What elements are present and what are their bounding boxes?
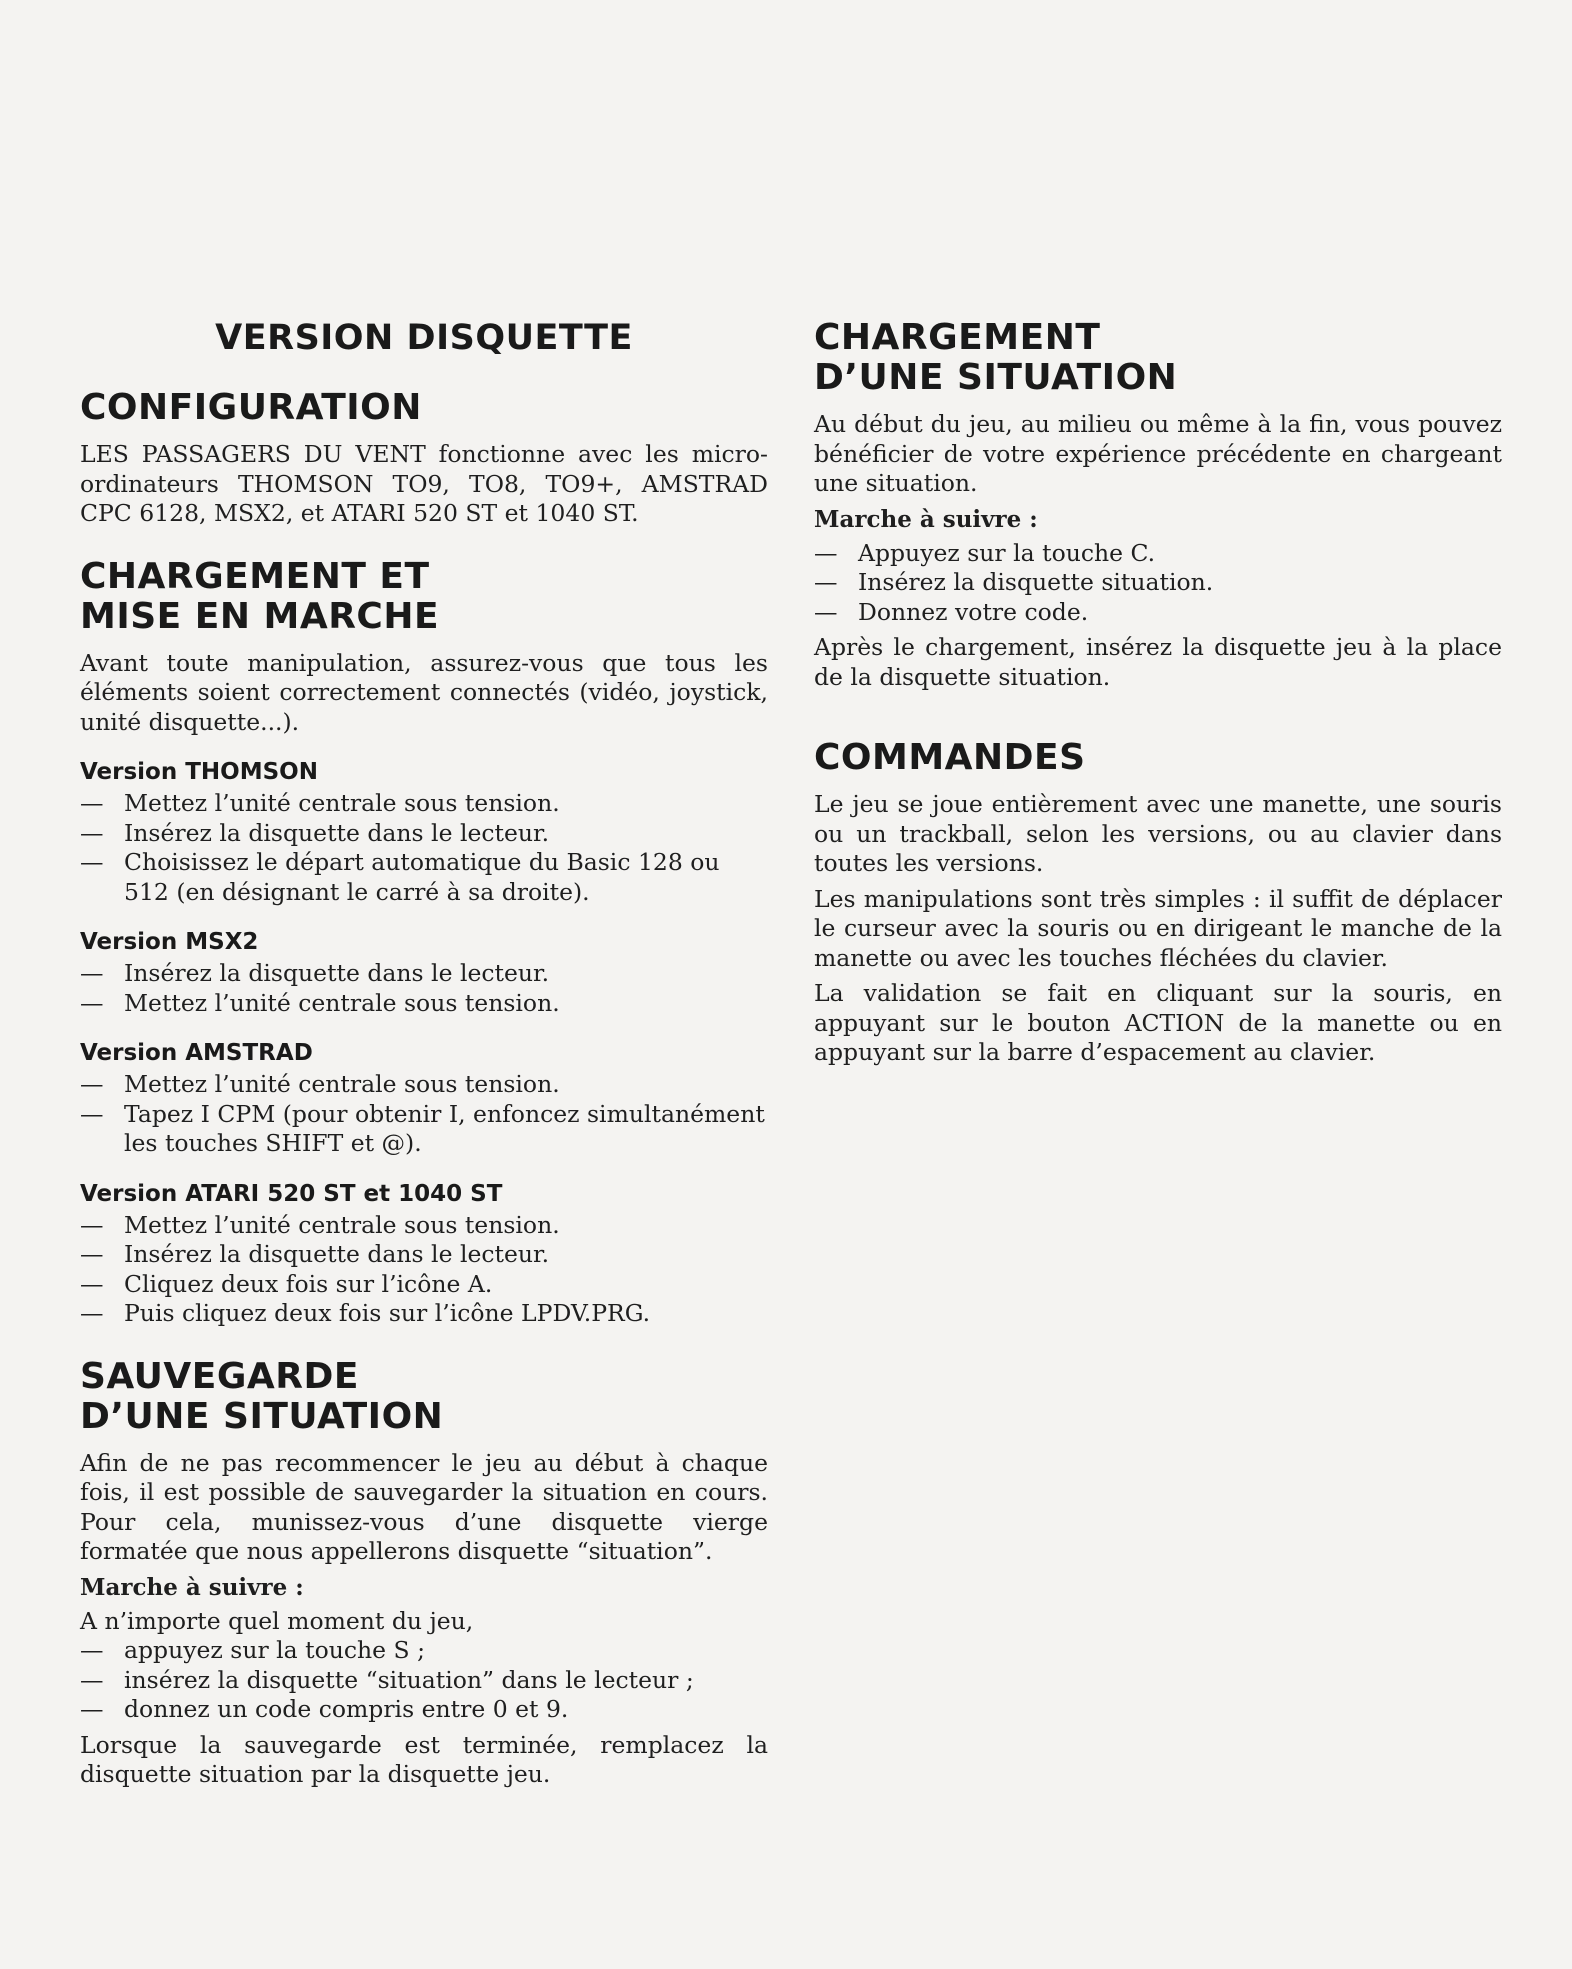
list-item: — Puis cliquez deux fois sur l’icône LPDV.PRG. <box>80 1299 768 1329</box>
commandes-paragraph: Le jeu se joue entièrement avec une manette, une souris ou un trackball, selon les versions, ou au clavier dans toutes les versions. <box>814 790 1502 877</box>
chargement-situation-steps <box>814 539 1502 628</box>
msx2-heading: Version MSX2 <box>80 929 259 955</box>
thomson-section <box>80 757 768 907</box>
chargement-situation-section <box>814 318 1502 692</box>
list-item: — Cliquez deux fois sur l’icône A. <box>80 1270 768 1300</box>
atari-steps <box>80 1211 768 1329</box>
list-item: — Insérez la disquette dans le lecteur. <box>80 1240 768 1270</box>
list-item: — appuyez sur la touche S ; <box>80 1636 768 1666</box>
sauvegarde-section <box>80 1357 768 1790</box>
list-item: — donnez un code compris entre 0 et 9. <box>80 1695 768 1725</box>
msx2-steps <box>80 959 768 1018</box>
left-column <box>80 318 768 1796</box>
page-title: VERSION DISQUETTE <box>215 318 633 358</box>
atari-section <box>80 1179 768 1329</box>
list-item: — Insérez la disquette dans le lecteur. <box>80 959 768 989</box>
right-column <box>814 318 1502 1074</box>
msx2-section <box>80 927 768 1018</box>
chargement-situation-closing: Après le chargement, insérez la disquette jeu à la place de la disquette situation. <box>814 633 1502 691</box>
commandes-heading: COMMANDES <box>814 737 1086 778</box>
amstrad-section <box>80 1038 768 1159</box>
sauvegarde-text: Afin de ne pas recommencer le jeu au début à chaque fois, il est possible de sauvegarder la situation en cours. Pour cela, munissez-vous d’une disquette vierge formatée que nous appellerons disquette “situation”. <box>80 1448 768 1565</box>
commandes-section <box>814 738 1502 1068</box>
thomson-steps <box>80 789 768 907</box>
sauvegarde-heading: SAUVEGARDE D’UNE SITUATION <box>80 1355 444 1437</box>
chargement-situation-heading: CHARGEMENT D’UNE SITUATION <box>814 317 1178 398</box>
list-item: — insérez la disquette “situation” dans le lecteur ; <box>80 1666 768 1696</box>
configuration-text: LES PASSAGERS DU VENT fonctionne avec les micro-ordinateurs THOMSON TO9, TO8, TO9+, AMSTRAD CPC 6128, MSX2, et ATARI 520 ST et 1040 ST. <box>80 440 768 527</box>
list-item: — Tapez I CPM (pour obtenir I, enfoncez simultanément les touches SHIFT et @). <box>80 1100 768 1159</box>
list-item: — Mettez l’unité centrale sous tension. <box>80 789 768 819</box>
thomson-heading: Version THOMSON <box>80 759 318 785</box>
commandes-paragraph: La validation se fait en cliquant sur la souris, en appuyant sur le bouton ACTION de la manette ou en appuyant sur la barre d’espacement au clavier. <box>814 979 1502 1066</box>
chargement-text: Avant toute manipulation, assurez-vous que tous les éléments soient correctement connectés (vidéo, joystick, unité disquette...). <box>80 648 768 736</box>
list-item: — Insérez la disquette situation. <box>814 568 1502 598</box>
list-item: — Appuyez sur la touche C. <box>814 539 1502 569</box>
sauvegarde-marche-heading: Marche à suivre : <box>80 1573 304 1601</box>
list-item: — Choisissez le départ automatique du Basic 128 ou 512 (en désignant le carré à sa droite). <box>80 848 768 907</box>
chargement-situation-text: Au début du jeu, au milieu ou même à la fin, vous pouvez bénéficier de votre expérience précédente en chargeant une situation. <box>814 410 1502 497</box>
atari-heading: Version ATARI 520 ST et 1040 ST <box>80 1180 503 1207</box>
configuration-section <box>80 388 768 529</box>
list-item: — Mettez l’unité centrale sous tension. <box>80 989 768 1019</box>
list-item: — Mettez l’unité centrale sous tension. <box>80 1211 768 1241</box>
amstrad-heading: Version AMSTRAD <box>80 1040 313 1066</box>
sauvegarde-closing: Lorsque la sauvegarde est terminée, remplacez la disquette situation par la disquette jeu. <box>80 1730 768 1788</box>
chargement-heading: CHARGEMENT ET MISE EN MARCHE <box>80 555 440 637</box>
list-item: — Insérez la disquette dans le lecteur. <box>80 819 768 849</box>
list-item: — Mettez l’unité centrale sous tension. <box>80 1070 768 1100</box>
configuration-heading: CONFIGURATION <box>80 387 422 428</box>
chargement-section <box>80 557 768 738</box>
sauvegarde-intro: A n’importe quel moment du jeu, <box>80 1606 474 1635</box>
list-item: — Donnez votre code. <box>814 598 1502 628</box>
sauvegarde-steps <box>80 1636 768 1725</box>
amstrad-steps <box>80 1070 768 1159</box>
commandes-paragraph: Les manipulations sont très simples : il suffit de déplacer le curseur avec la souris ou en dirigeant le manche de la manette ou avec les touches fléchées du clavier. <box>814 884 1502 972</box>
chargement-situation-marche-heading: Marche à suivre : <box>814 505 1038 533</box>
